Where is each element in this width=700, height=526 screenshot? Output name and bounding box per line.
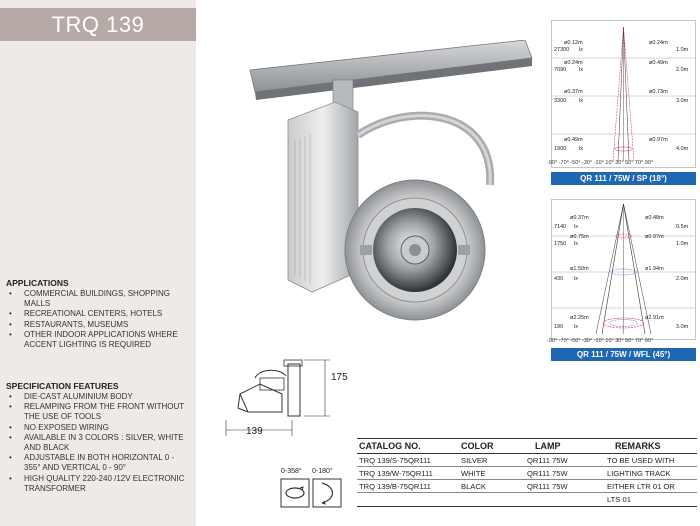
- cell-catalog: TRQ 139/W-75QR111: [359, 469, 433, 478]
- beam-wfl-d2: ø0.97m: [645, 234, 664, 240]
- beam-diagram-sp: [547, 20, 696, 168]
- beam-wfl-d2: ø1.94m: [645, 266, 664, 272]
- beam-wfl-d1: ø0.75m: [570, 234, 589, 240]
- cell-catalog: TRQ 139/S-75QR111: [359, 456, 431, 465]
- cell-remarks: LTS 01: [607, 495, 631, 504]
- beam-sp-lux-unit: lx: [579, 67, 583, 73]
- list-item: • RECREATIONAL CENTERS, HOTELS: [0, 309, 190, 319]
- beam-wfl-lux-unit: lx: [574, 224, 578, 230]
- dimension-drawing: [220, 350, 350, 445]
- list-item: • COMMERCIAL BUILDINGS, SHOPPING MALLS: [0, 289, 190, 309]
- beam-sp-d1: ø0.12m: [564, 40, 583, 46]
- list-item: • DIE-CAST ALUMINIUM BODY: [0, 392, 190, 402]
- beam-sp-d1: ø0.49m: [564, 137, 583, 143]
- table-rule: [357, 466, 697, 467]
- beam-wfl-dist: 1.0m: [676, 241, 689, 247]
- table-rule: [357, 492, 697, 493]
- rotation-icons: [280, 478, 344, 510]
- beam-sp-d2: ø0.97m: [649, 137, 668, 143]
- beam-sp-lux-unit: lx: [579, 47, 583, 53]
- dimension-height: 175: [331, 372, 348, 383]
- dimension-width: 139: [246, 426, 263, 437]
- beam-wfl-lux-unit: lx: [574, 324, 578, 330]
- beam-sp-d1: ø0.24m: [564, 60, 583, 66]
- specification-list: [0, 392, 190, 494]
- list-item: • AVAILABLE IN 3 COLORS : SILVER, WHITE AND BLACK: [0, 433, 190, 453]
- col-header-lamp: LAMP: [535, 441, 561, 451]
- beam-sp-dist: 4.0m: [676, 146, 689, 152]
- cell-remarks: EITHER LTR 01 OR: [607, 482, 675, 491]
- cell-lamp: QR111 75W: [527, 482, 568, 491]
- beam-diagram-wfl: [547, 199, 696, 344]
- list-item: • RESTAURANTS, MUSEUMS: [0, 320, 190, 330]
- beam-wfl-lux-unit: lx: [574, 241, 578, 247]
- beam-wfl-lux: 1750: [554, 241, 567, 247]
- list-item: • ADJUSTABLE IN BOTH HORIZONTAL 0 - 355° AND VERTICAL 0 - 90°: [0, 453, 190, 473]
- beam-wfl-d1: ø2.25m: [570, 315, 589, 321]
- beam-sp-d1: ø0.37m: [564, 89, 583, 95]
- table-rule: [357, 453, 697, 454]
- product-title: TRQ 139: [51, 12, 145, 37]
- specification-heading: SPECIFICATION FEATURES: [6, 381, 119, 391]
- product-photo: [240, 40, 540, 340]
- beam-wfl-d1: ø1.50m: [570, 266, 589, 272]
- beam-sp-d2: ø0.49m: [649, 60, 668, 66]
- list-item: • OTHER INDOOR APPLICATIONS WHERE ACCENT LIGHTING IS REQUIRED: [0, 330, 190, 350]
- beam-sp-lux: 7090: [554, 67, 567, 73]
- beam-sp-lux: 1900: [554, 146, 567, 152]
- cell-catalog: TRQ 139/B-75QR111: [359, 482, 431, 491]
- cell-lamp: QR111 75W: [527, 456, 568, 465]
- list-item: • NO EXPOSED WIRING: [0, 423, 190, 433]
- beam-sp-label: QR 111 / 75W / SP (18°): [551, 172, 696, 185]
- rotation-vertical-label: 0-180°: [312, 468, 333, 475]
- beam-wfl-d2: ø2.91m: [645, 315, 664, 321]
- beam-wfl-dist: 2.0m: [676, 276, 689, 282]
- applications-list: [0, 289, 190, 350]
- cell-remarks: TO BE USED WITH: [607, 456, 675, 465]
- cell-color: BLACK: [461, 482, 486, 491]
- table-rule: [357, 479, 697, 480]
- beam-sp-d2: ø0.24m: [649, 40, 668, 46]
- table-rule: [357, 506, 697, 507]
- beam-sp-lux-unit: lx: [579, 146, 583, 152]
- beam-wfl-axis: -90° -70° -50° -30° -10° 10° 30° 50° 70° 90°: [547, 338, 654, 344]
- beam-sp-dist: 1.0m: [676, 47, 689, 53]
- col-header-color: COLOR: [461, 441, 494, 451]
- beam-wfl-d1: ø0.37m: [570, 215, 589, 221]
- cell-remarks: LIGHTING TRACK: [607, 469, 671, 478]
- beam-wfl-label: QR 111 / 75W / WFL (45°): [551, 348, 696, 361]
- rotation-horizontal-label: 0-358°: [281, 468, 302, 475]
- col-header-catalog: CATALOG NO.: [359, 441, 421, 451]
- col-header-remarks: REMARKS: [615, 441, 661, 451]
- beam-sp-d2: ø0.73m: [649, 89, 668, 95]
- beam-wfl-lux: 190: [554, 324, 564, 330]
- beam-wfl-d2: ø0.48m: [645, 215, 664, 221]
- cell-color: SILVER: [461, 456, 488, 465]
- beam-sp-lux: 3300: [554, 98, 567, 104]
- list-item: • RELAMPING FROM THE FRONT WITHOUT THE USE OF TOOLS: [0, 402, 190, 422]
- beam-wfl-lux: 430: [554, 276, 564, 282]
- beam-wfl-lux: 7140: [554, 224, 567, 230]
- list-item: • HIGH QUALITY 220-240 /12V ELECTRONIC TRANSFORMER: [0, 474, 190, 494]
- beam-sp-lux: 27300: [554, 47, 570, 53]
- applications-heading: APPLICATIONS: [6, 278, 69, 288]
- cell-color: WHITE: [461, 469, 486, 478]
- catalog-table: [357, 438, 697, 518]
- beam-sp-dist: 2.0m: [676, 67, 689, 73]
- beam-sp-lux-unit: lx: [579, 98, 583, 104]
- beam-sp-axis: -90° -70° -50° -30° -10° 10° 30° 50° 70° 90°: [547, 160, 654, 166]
- cell-lamp: QR111 75W: [527, 469, 568, 478]
- beam-wfl-lux-unit: lx: [574, 276, 578, 282]
- beam-wfl-dist: 3.0m: [676, 324, 689, 330]
- beam-wfl-dist: 0.5m: [676, 224, 689, 230]
- table-rule: [357, 438, 697, 439]
- beam-sp-dist: 3.0m: [676, 98, 689, 104]
